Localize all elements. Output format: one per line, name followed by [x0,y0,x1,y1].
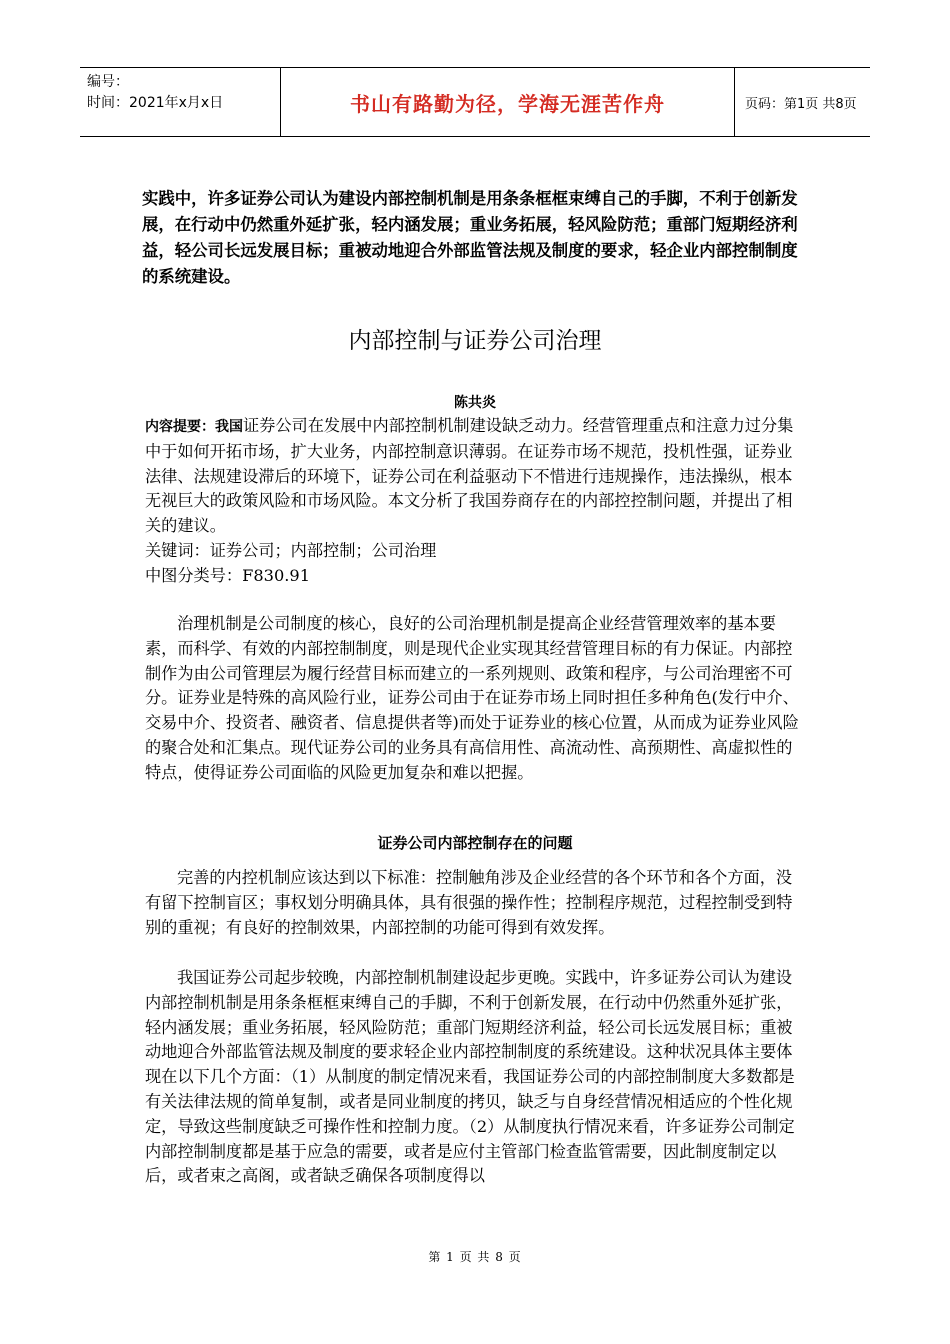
classification-number: 中图分类号：F830.91 [145,565,310,585]
time-label: 时间：2021年x月x日 [87,95,224,111]
paragraph-2: 完善的内控机制应该达到以下标准：控制触角涉及企业经营的各个环节和各个方面，没有留下控制盲区；事权划分明确具体，具有很强的操作性；控制程序规范，过程控制受到特别的重视；有良好的控制效果，内部控制的功能可得到有效发挥。 [145,868,793,937]
header-motto-cell [280,68,735,136]
abstract-text: 证券公司在发展中内部控制机制建设缺乏动力。经营管理重点和注意力过分集中于如何开拓市场，扩大业务，内部控制意识薄弱。在证券市场不规范，投机性强，证券业法律、法规建设滞后的环境下，证券公司在利益驱动下不惜进行违规操作，违法操纵，根本无视巨大的政策风险和市场风险。本文分析了我国券商存在的内部控控制问题，并提出了相关的建议。 [145,416,794,536]
motto-text: 书山有路勤为径，学海无涯苦作舟 [350,91,665,116]
paragraph-1: 治理机制是公司制度的核心，良好的公司治理机制是提高企业经营管理效率的基本要素，而科学、有效的内部控制制度，则是现代企业实现其经营管理目标的有力保证。内部控制作为由公司管理层为履行经营目标而建立的一系列规则、政策和程序，与公司治理密不可分。证券业是特殊的高风险行业，证券公司由于在证券市场上同时担任多种角色(发行中介、交易中介、投资者、融资者、信息提供者等)而处于证券业的核心位置，从而成为证券业风险的聚合处和汇集点。现代证券公司的业务具有高信用性、高流动性、高预期性、高虚拟性的特点，使得证券公司面临的风险更加复杂和难以把握。 [145,614,799,782]
section-heading: 证券公司内部控制存在的问题 [377,834,573,852]
document-header [80,67,870,137]
abstract-block [145,414,807,589]
page-info: 页码：第1页 共8页 [745,96,857,112]
abstract-label: 内容提要：我国 [145,419,243,435]
header-meta [80,68,280,136]
intro-bold-paragraph: 实践中，许多证券公司认为建设内部控制机制是用条条框框束缚自己的手脚，不利于创新发展，在行动中仍然重外延扩张，轻内涵发展；重业务拓展，轻风险防范；重部门短期经济利益，轻公司长远发展目标；重被动地迎合外部监管法规及制度的要求，轻企业内部控制制度的系统建设。 [142,189,798,286]
keywords: 关键词：证券公司；内部控制；公司治理 [145,540,437,560]
number-label: 编号： [87,74,129,90]
paragraph-3: 我国证券公司起步较晚，内部控制机制建设起步更晚。实践中，许多证券公司认为建设内部控制机制是用条条框框束缚自己的手脚，不利于创新发展，在行动中仍然重外延扩张，轻内涵发展；重业务拓展，轻风险防范；重部门短期经济利益，轻公司长远发展目标；重被动地迎合外部监管法规及制度的要求轻企业内部控制制度的系统建设。这种状况具体主要体现在以下几个方面：（1）从制度的制定情况来看，我国证券公司的内部控制制度大多数都是有关法律法规的简单复制，或者是同业制度的拷贝，缺乏与自身经营情况相适应的个性化规定，导致这些制度缺乏可操作性和控制力度。（2）从制度执行情况来看，许多证券公司制定内部控制制度都是基于应急的需要，或者是应付主管部门检查监管需要，因此制度制定以后，或者束之高阁，或者缺乏确保各项制度得以 [145,968,795,1186]
article-author: 陈共炎 [454,395,496,411]
page-footer: 第 1 页 共 8 页 [428,1250,522,1264]
article-title: 内部控制与证券公司治理 [348,328,602,354]
